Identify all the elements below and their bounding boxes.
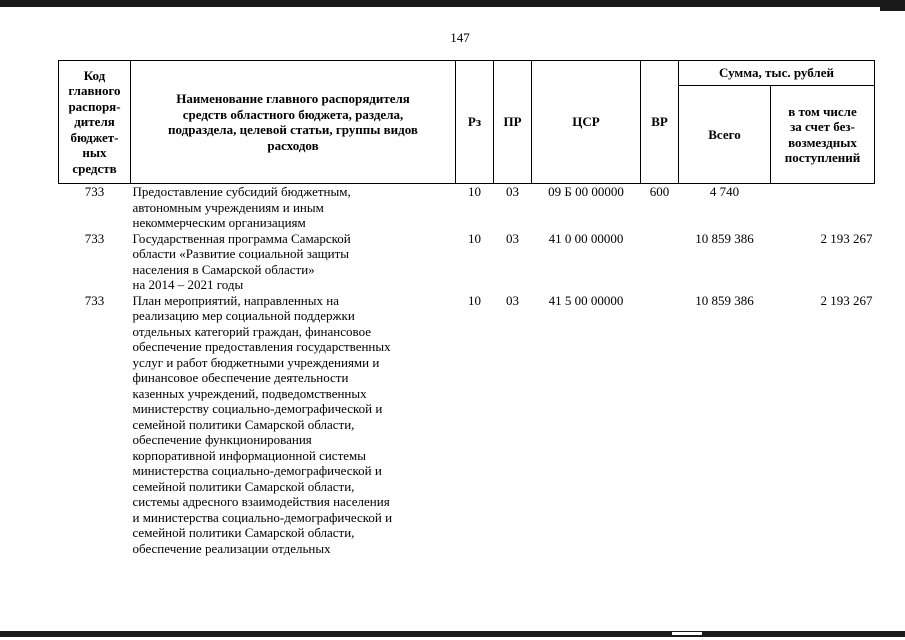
row-incl xyxy=(771,184,875,231)
bottom-border-rule xyxy=(0,631,905,637)
page-number: 147 xyxy=(450,30,470,45)
header-sum-group: Сумма, тыс. рублей xyxy=(679,61,875,86)
header-vr: ВР xyxy=(641,61,679,184)
row-code: 733 xyxy=(84,230,105,246)
row-csr: 09 Б 00 00000 xyxy=(548,184,624,199)
table-row xyxy=(59,293,875,557)
row-total: 10 859 386 xyxy=(695,292,754,308)
row-rz: 10 xyxy=(468,230,481,246)
table-row xyxy=(59,231,875,293)
row-name: Государственная программа Самарской области «Развитие социальной защиты населения в Самарской области» на 2014 – 2021 годы xyxy=(132,230,351,292)
row-total: 4 740 xyxy=(709,184,740,199)
row-code: 733 xyxy=(84,292,105,308)
row-rz: 10 xyxy=(468,184,481,199)
row-vr: 600 xyxy=(649,184,670,199)
row-pr: 03 xyxy=(506,292,519,308)
header-pr: ПР xyxy=(494,61,532,184)
row-vr xyxy=(641,293,679,557)
row-pr: 03 xyxy=(506,230,519,246)
row-code: 733 xyxy=(84,184,105,199)
header-incl: в том числе за счет без- возмездных поступлений xyxy=(771,86,875,184)
row-pr: 03 xyxy=(506,184,519,199)
row-total: 10 859 386 xyxy=(695,230,754,246)
bottom-border-rule-gap xyxy=(672,632,702,635)
top-border-rule xyxy=(0,0,905,7)
header-csr: ЦСР xyxy=(532,61,641,184)
table-header-row xyxy=(59,61,875,86)
row-name: План мероприятий, направленных на реализацию мер социальной поддержки отдельных категорий граждан, финансовое обеспечение предоставления государственных услуг и работ бюджетными учреждениями и финансовое обеспечение деятельности казенных учреждений, подведомственных министерству социально-демографической и семейной политики Самарской области, обеспечение функционирования корпоративной информационной системы министерства социально-демографической и семейной политики Самарской области, системы адресного взаимодействия населения и министерства социально-демографической и семейной политики Самарской области, обеспечение реализации отдельных xyxy=(132,292,393,556)
row-csr: 41 0 00 00000 xyxy=(548,230,624,246)
header-total: Всего xyxy=(679,86,771,184)
budget-table xyxy=(58,60,875,556)
top-border-rule-tail xyxy=(880,7,905,11)
header-code: Код главного распоря- дителя бюджет- ных средств xyxy=(59,61,131,184)
row-csr: 41 5 00 00000 xyxy=(548,292,624,308)
table-row xyxy=(59,184,875,231)
header-rz: Рз xyxy=(456,61,494,184)
header-name: Наименование главного распорядителя средств областного бюджета, раздела, подраздела, целевой статьи, группы видов расходов xyxy=(131,61,456,184)
row-rz: 10 xyxy=(468,292,481,308)
row-incl: 2 193 267 xyxy=(820,292,873,308)
row-incl: 2 193 267 xyxy=(820,230,873,246)
row-name: Предоставление субсидий бюджетным, автономным учреждениям и иным некоммерческим организациям xyxy=(132,184,351,230)
row-vr xyxy=(641,231,679,293)
